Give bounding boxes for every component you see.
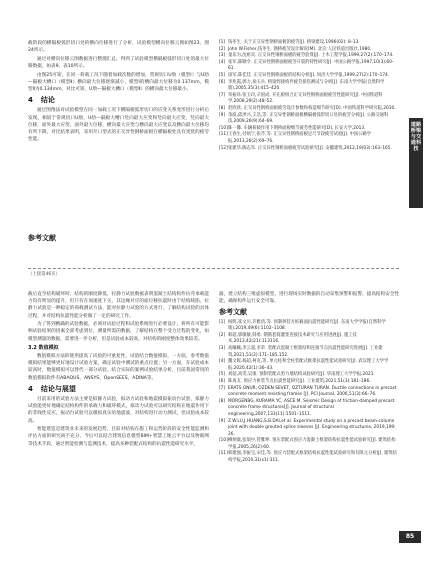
paragraph: 通过对横向位移云图数据进行整理汇总，得到了试验模型横隔板弧形切口处的最大位移数据，如表9、表10所示。 [28,56,209,69]
reference-text: 张军,陈顺令. 正交异性钢桥面板疲劳开裂的特性研究[J]. 中国公路学报,1997,10(3):60–61. [228,59,395,72]
side-tab-line: 与交通科技 [410,134,422,152]
reference-item [219,419,399,439]
conclusion-paragraph: 通过图像法对试验模型在同一加载工况下横隔板弧形切口的应变关系变形进行分析后发现，相较于常规切口U肋，U肋—隔板大槽口竖向最大应变和竖向最大应变，竖向最大位移，面外最大应变，面外最大位移，横向最大应变与横向最大应变以及横向最大位移均有所下降。对比结果表明，采用开口型式的正交异性钢桥面板在横隔板处具有更优的疲劳性能。 [28,108,209,143]
reference-item [219,451,399,464]
section-number: 4 [28,384,33,393]
reference-text: 余波,邱洪兴,王浩,等. 正交异性钢桥面板横隔板弧形切口处的疲劳分析[J]. 公路交通科技,2009,26(9):64–69. [228,112,389,125]
reference-item [219,73,399,80]
references-heading: 参考文献 [219,308,247,317]
reference-item [219,320,399,333]
paragraph: 截阶段的横隔板弧形切口处的横向位移进行了分析，试验模型横向位移云图如图23、图24所示。 [28,41,209,54]
section-number: 4 [28,96,33,105]
paragraph: 由图25可知，在同一荷载工况下随着加载次数的增加，常规切口U肋（模型Ⅰ）与U肋—隔板大槽口（模型Ⅱ）横向最大位移逐渐减小，模型Ⅰ的横向最大位移为0.137mm，模型Ⅱ为0.134mm，对比可知，U肋—隔板大槽口（模型Ⅱ）的横向最大位移最小。 [28,72,209,92]
reference-number: [11] [219,132,228,138]
reference-item [219,399,399,419]
reference-item [219,346,399,359]
paragraph: 截后直至结构破坏时，结构的刚度降低，拉静力试验数据表明混凝土结构构件抗弯承载能力均有明显的提升，但只有在加速度下关，其边缘对应的面位移抗震时由于结构缺陷，拉静力试验是一种稳定的荷载测试方法，能对拉静力试验的方式进行，了解结构试验的具体过程，并对结构抗震性能分析做了一定的研究工作。 [28,292,209,319]
reference-text: 荣振环,张玉玲,辛国成. 开孔板组合正交异性钢桥面板疲劳性能研究[J]. 中国铁道科学,2008,29(2):48–52. [228,92,383,105]
reference-text: 王春生,付炳宁,张芹,等. 正交异性钢桥面板足尺节段疲劳试验[J]. 中国公路学报,2013,26(2):69–76. [228,132,372,144]
reference-item [219,359,399,372]
reference-item [219,53,399,60]
right-column-top-references [219,40,399,152]
reference-number: [8] [219,398,226,404]
paragraph: 为了得到精确的试验数据，必须对试验过程和试验系统进行必要设计，将所有可能影响试验结果的因素全部考虑到位，测量所需的数据，了解结构在整个受力过程的变化，如模型测量的数据，需要进一步分析，但是试验成本较高，对结构的刚度整体效果较差。 [28,322,209,342]
reference-number: [11] [219,451,228,457]
reference-number: [10] [219,125,228,131]
paragraph: 数值模拟方法的使用提高了试验的可重复性，试验结合数值模拟，一方面，参考数值模拟结果能够更好地设计试验方案，确定试验中测试的重点位置；另一方面，在试验成本较高时，数值模拟可以替代一部分试验。结合实际的案例试验结果分析，目前我国常用的数值模拟软件有ABAQUS、ANSYS、OpenSEES、ADINA等。 [28,354,209,381]
reference-number: [6] [219,79,226,85]
reference-text: 徐军,陈佳廷. 正交异性钢桥面板的结构分析[J]. 同济大学学报,1999,27(2):170–174. [228,72,390,78]
reference-number: [8] [219,105,226,111]
reference-number: [3] [219,345,226,351]
section-divider [28,268,399,269]
reference-text: 陈再友. 预应力拼装节点抗震性能研究[J]. 工业建筑,2021,51(3):181–186. [228,378,371,384]
reference-text: Z.W.LU,J.HUANG,S.B.DAI,et al. Experimental study on a precast beam-column joint with double grouted splice sleeves [J]. Engineering structures, 2019,199: 26. [228,418,396,437]
reference-number: [9] [219,112,226,118]
section-title: 结论与展望 [40,384,76,393]
paragraph: 器，建立结构三维虚拟模型，进行现场实时数据的自动采集预警和报警，提高结构安全性能，确保构件运行安全可靠。 [219,292,399,305]
reference-number: [3] [219,53,226,59]
section-side-tab [409,118,423,208]
reference-item [219,113,399,126]
reference-number: [2] [219,332,226,338]
reference-number: [6] [219,378,226,384]
section-heading-conclusion-outlook [28,386,209,393]
reference-number: [4] [219,359,226,365]
reference-number: [1] [219,319,226,325]
reference-number: [7] [219,385,226,391]
reference-text: 钱冬生. 关于正交异性钢桥面板的疲劳[J]. 桥梁建设,1996(02): 8–13. [228,40,360,45]
reference-text: 赵欣欣. 正交异性钢桥面板疲劳设计参数和构造细节研究[D]. 中国铁道科学研究院,2010. [228,105,396,111]
continued-from-note: （上接第46页） [28,272,60,277]
reference-text: 童乐为,沈祖炎. 正交异性钢桥面板的疲劳验算[J]. 土木工程学报,1999,27(2):170–174. [228,53,394,59]
reference-item [219,146,399,153]
reference-text: 韩超,郭敏敏,韩勇. 钢筋套筒灌浆连接技术研究与应用进展[J]. 施工技术,2013,42(21):113116. [228,332,357,345]
reference-text: 张建华,陶志军. 正交异性钢桥面板疲劳试验研究[J]. 安徽建筑,2012,19(03):163–165. [228,145,392,151]
reference-number: [2] [219,46,226,52]
subsection-heading: 3.2 数值模拟 [28,344,59,351]
reference-item [219,106,399,113]
conclusion-paragraph: 智能建造是建筑业未来的发展趋势，目前对结构在施工和运营阶段的安全性能监测和评估方面的研究尚不充分，今后可以结合建筑信息模型BIM+智慧工地云平台以及物联网等技术手段，通过智能检测与监测技术，提高多种装配式结构的抗震性能研究水平。 [28,427,209,447]
reference-item [219,80,399,93]
right-column-bottom [219,291,399,465]
reference-text: 杨辉,崔文川,许雅清,等. 预制拼装方桩截面抗震性能研究[J]. 东南大学学报(自然科学版),2019,49(6):1102–1108. [228,319,386,332]
reference-item [219,40,399,47]
reference-item [219,372,399,379]
reference-text: 柳炳康,张瑞中,管雅坤. 预压装配式预应力混凝土框架结构抗震性能试验研究[J]. 建筑结构学报,2005,26(2):60. [228,438,396,450]
reference-item [219,132,399,145]
reference-number: [4] [219,59,226,65]
reference-text: 李兆霞,郭力,徐玉兵. 桥梁焊接构件疲劳损伤测试与分析[J]. 东南大学学报(自然科学版),2005,35(3):415–420. [228,79,385,92]
reference-text: MORGENBG, KURAMA YC, ASCE M. Seismic Design of friction-damped precast concrete frame structures[J]. Journal of structural engineering,2007,133(11):1501–1511. [228,398,395,417]
reference-number: [9] [219,418,226,424]
reference-item [219,386,399,399]
reference-item [219,60,399,73]
reference-item [219,379,399,386]
section-heading-conclusion [28,97,209,104]
reference-number: [5] [219,72,226,78]
left-column-bottom [28,291,209,449]
reference-item [219,93,399,106]
reference-text: John W.Fisher,钱冬生. 钢桥疲劳设计解说[M]. 北京:人民铁道出版社,1980. [228,46,372,52]
reference-text: ERATS ONUR, OZDEN SEVET, OZTURAN TURAN. Ductile connections in precast concrete moment resisting frames [J]. PCI Journal, 2006,51(3):66–76. [228,385,397,398]
reference-text: 高曦曦,李云超,李荣. 装配式混凝土框架结构连接节点抗震性能研究进展[J]. 工业建筑,2021,51(2):171–185,152. [228,345,383,358]
references-heading: 参考文献 [28,234,56,242]
reference-text: 陈一馨. 车辆荷载作用下钢桥面板细节疲劳性能研究[D]. 长安大学,2013. [228,125,366,131]
reference-text: 韩建强,李振宝,宋佳,等. 预应力装配式框架结构抗震性能试验研究和有限元分析[J]. 建筑结构学报,2010,31(s1):311. [228,451,397,464]
reference-item [219,438,399,451]
reference-item [219,333,399,346]
reference-number: [12] [219,145,228,151]
reference-number: [5] [219,372,226,378]
reference-text: 刘超,高雯,吴康. 预制装配式剪力墙结构试验研究[J]. 华南理工大学学报,2021. [228,372,375,378]
reference-number: [1] [219,40,226,45]
page-number: 85 [399,531,421,543]
left-column-top [28,40,209,145]
side-tab-line: 道路桥梁 [410,122,422,134]
section-title: 结论 [40,96,55,105]
reference-text: 魏文晖,杨超,柯克,等. 单元柱和全柱装配式框架抗震性能试验研究[J]. 武汉理工大学学报,2020,42(1):36–43. [228,359,389,371]
reference-number: [10] [219,438,228,444]
reference-number: [7] [219,92,226,98]
conclusion-paragraph: 目前采用的试验方法主要是拟静力试验，拟动力试验和地震模拟振动台试验，拟静力试验能更好地确定结构构件的承载力和破坏模式，拟动力试验可以研究结构在地震作用下的非线性反应，振动台试验可以模拟真实的地震波，对结构进行动力测试，但试验成本较高。 [28,397,209,424]
